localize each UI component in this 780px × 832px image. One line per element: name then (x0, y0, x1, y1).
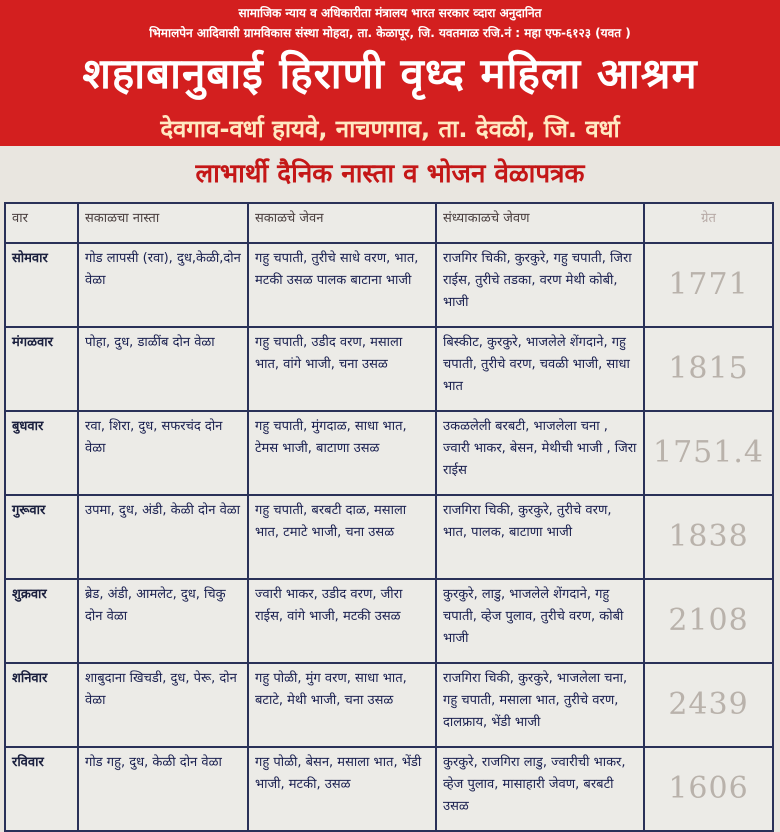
dinner-cell: राजगिरा चिकी, कुरकुरे, तुरीचे वरण, भात, पालक, बाटाणा भाजी (436, 495, 644, 579)
lunch-cell: गहु चपाती, मुंगदाळ, साधा भात, टेमस भाजी, बाटाणा उसळ (248, 411, 436, 495)
header-dinner: संध्याकाळचे जेवण (436, 203, 644, 243)
ashram-title: शहाबानुबाई हिराणी वृध्द महिला आश्रम (82, 49, 698, 98)
schedule-title: लाभार्थी दैनिक नास्ता व भोजन वेळापत्रक (195, 159, 585, 189)
day-cell: शुक्रवार (5, 579, 78, 663)
day-cell: शनिवार (5, 663, 78, 747)
dinner-cell: उकळलेली बरबटी, भाजलेला चना , ज्वारी भाकर, बेसन, मेथीची भाजी , जिरा राईस (436, 411, 644, 495)
ashram-address: देवगाव-वर्धा हायवे, नाचणगाव, ता. देवळी, जि. वर्धा (160, 115, 620, 143)
ministry-grant-line: सामाजिक न्याय व अधिकारीता मंत्रालय भारत सरकार व्दारा अनुदानित (238, 6, 542, 20)
table-row (5, 243, 773, 327)
lunch-cell: गहु चपाती, बरबटी दाळ, मसाला भात, टमाटे भाजी, चना उसळ (248, 495, 436, 579)
lunch-cell: ज्वारी भाकर, उडीद वरण, जीरा राईस, वांगे भाजी, मटकी उसळ (248, 579, 436, 663)
header-lunch: सकाळचे जेवन (248, 203, 436, 243)
organization-line: भिमालपेन आदिवासी ग्रामविकास संस्था मोहदा, ता. केळापूर, जि. यवतमाळ रजि.नं : महा एफ-६१२३ (यवत ) (149, 26, 631, 40)
table-header-row (5, 203, 773, 243)
count-cell: 1838 (644, 495, 773, 579)
table-row (5, 495, 773, 579)
header-banner (0, 0, 780, 146)
breakfast-cell: पोहा, दुध, डाळींब दोन वेळा (78, 327, 248, 411)
breakfast-cell: ब्रेड, अंडी, आमलेट, दुध, चिकु दोन वेळा (78, 579, 248, 663)
dinner-cell: राजगिर चिकी, कुरकुरे, गहु चपाती, जिरा राईस, तुरीचे तडका, वरण मेथी कोबी, भाजी (436, 243, 644, 327)
day-cell: सोमवार (5, 243, 78, 327)
breakfast-cell: गोड गहु, दुध, केळी दोन वेळा (78, 747, 248, 831)
table-row (5, 327, 773, 411)
count-cell: 1815 (644, 327, 773, 411)
lunch-cell: गहु पोळी, बेसन, मसाला भात, भेंडी भाजी, मटकी, उसळ (248, 747, 436, 831)
lunch-cell: गहु पोळी, मुंग वरण, साधा भात, बटाटे, मेथी भाजी, चना उसळ (248, 663, 436, 747)
table-row (5, 579, 773, 663)
breakfast-cell: रवा, शिरा, दुध, सफरचंद दोन वेळा (78, 411, 248, 495)
count-cell: 2439 (644, 663, 773, 747)
count-cell: 2108 (644, 579, 773, 663)
day-cell: रविवार (5, 747, 78, 831)
dinner-cell: राजगिरा चिकी, कुरकुरे, भाजलेला चना, गहु चपाती, मसाला भात, तुरीचे वरण, दालफ्राय, भेंडी भाजी (436, 663, 644, 747)
day-cell: बुधवार (5, 411, 78, 495)
breakfast-cell: शाबुदाना खिचडी, दुध, पेरू, दोन वेळा (78, 663, 248, 747)
dinner-cell: कुरकुरे, लाडु, भाजलेले शेंगदाने, गहु चपाती, व्हेज पुलाव, तुरीचे वरण, कोबी भाजी (436, 579, 644, 663)
table-row (5, 663, 773, 747)
count-cell: 1751.4 (644, 411, 773, 495)
dinner-cell: बिस्कीट, कुरकुरे, भाजलेले शेंगदाने, गहु चपाती, तुरीचे वरण, चवळी भाजी, साधा भात (436, 327, 644, 411)
count-cell: 1771 (644, 243, 773, 327)
day-cell: गुरूवार (5, 495, 78, 579)
header-count: ग्रेत (644, 203, 773, 243)
count-cell: 1606 (644, 747, 773, 831)
header-day: वार (5, 203, 78, 243)
lunch-cell: गहु चपाती, तुरीचे साधे वरण, भात, मटकी उसळ पालक बाटाना भाजी (248, 243, 436, 327)
breakfast-cell: उपमा, दुध, अंडी, केळी दोन वेळा (78, 495, 248, 579)
day-cell: मंगळवार (5, 327, 78, 411)
header-breakfast: सकाळचा नास्ता (78, 203, 248, 243)
breakfast-cell: गोड लापसी (रवा), दुध,केळी,दोन वेळा (78, 243, 248, 327)
table-row (5, 411, 773, 495)
lunch-cell: गहु चपाती, उडीद वरण, मसाला भात, वांगे भाजी, चना उसळ (248, 327, 436, 411)
dinner-cell: कुरकुरे, राजगिरा लाडु, ज्वारीची भाकर, व्हेज पुलाव, मासाहारी जेवण, बरबटी उसळ (436, 747, 644, 831)
meal-schedule-table (4, 202, 774, 832)
table-row (5, 747, 773, 831)
